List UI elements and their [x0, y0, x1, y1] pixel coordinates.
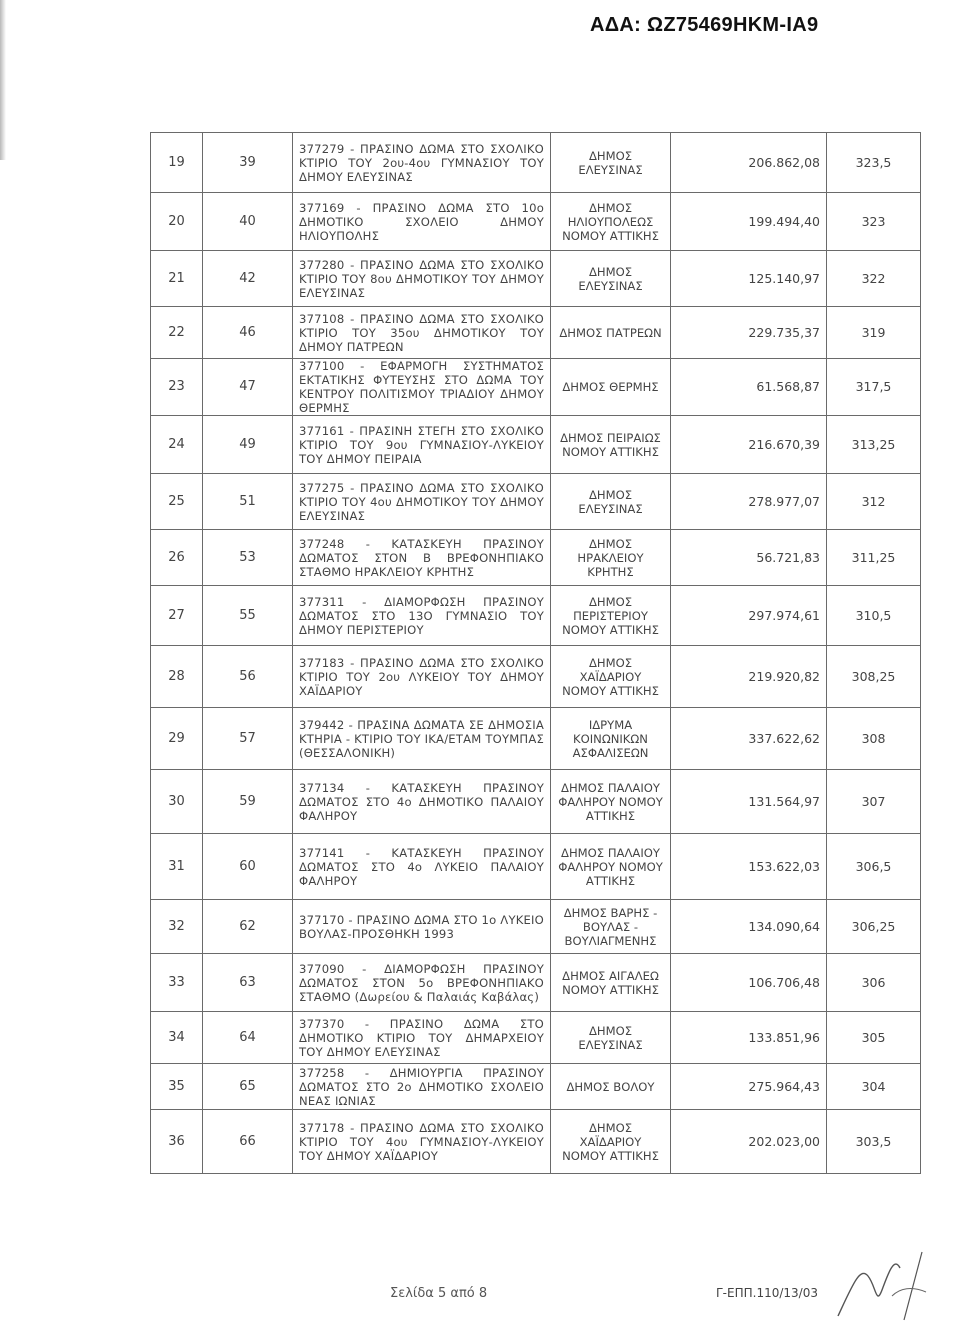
row-aa: 27 — [151, 586, 203, 646]
budget-amount: 337.622,62 — [671, 708, 827, 770]
score: 310,5 — [827, 586, 921, 646]
table-row — [151, 416, 921, 474]
beneficiary: ΔΗΜΟΣ ΒΟΛΟΥ — [551, 1064, 671, 1110]
project-description: 377279 - ΠΡΑΣΙΝΟ ΔΩΜΑ ΣΤΟ ΣΧΟΛΙΚΟ ΚΤΙΡΙΟ ΤΟΥ 2ου-4ου ΓΥΜΝΑΣΙΟΥ ΤΟΥ ΔΗΜΟΥ ΕΛΕΥΣΙΝΑΣ — [293, 133, 551, 193]
row-number: 64 — [203, 1012, 293, 1064]
table-row — [151, 133, 921, 193]
score: 306 — [827, 954, 921, 1012]
row-number: 47 — [203, 359, 293, 416]
row-number: 53 — [203, 530, 293, 586]
beneficiary: ΔΗΜΟΣ ΠΕΙΡΑΙΩΣ ΝΟΜΟΥ ΑΤΤΙΚΗΣ — [551, 416, 671, 474]
row-aa: 28 — [151, 646, 203, 708]
beneficiary: ΔΗΜΟΣ ΠΑΤΡΕΩΝ — [551, 307, 671, 359]
table-row — [151, 834, 921, 900]
row-number: 66 — [203, 1110, 293, 1174]
score: 323,5 — [827, 133, 921, 193]
score: 305 — [827, 1012, 921, 1064]
table-row — [151, 359, 921, 416]
scan-edge — [0, 0, 6, 160]
budget-amount: 202.023,00 — [671, 1110, 827, 1174]
project-description: 377275 - ΠΡΑΣΙΝΟ ΔΩΜΑ ΣΤΟ ΣΧΟΛΙΚΟ ΚΤΙΡΙΟ ΤΟΥ 4ου ΔΗΜΟΤΙΚΟΥ ΤΟΥ ΔΗΜΟΥ ΕΛΕΥΣΙΝΑΣ — [293, 474, 551, 530]
project-description: 377248 - ΚΑΤΑΣΚΕΥΗ ΠΡΑΣΙΝΟΥ ΔΩΜΑΤΟΣ ΣΤΟΝ Β ΒΡΕΦΟΝΗΠΙΑΚΟ ΣΤΑΘΜΟ ΗΡΑΚΛΕΙΟΥ ΚΡΗΤΗΣ — [293, 530, 551, 586]
score: 317,5 — [827, 359, 921, 416]
row-number: 51 — [203, 474, 293, 530]
budget-amount: 229.735,37 — [671, 307, 827, 359]
budget-amount: 275.964,43 — [671, 1064, 827, 1110]
row-number: 59 — [203, 770, 293, 834]
beneficiary: ΔΗΜΟΣ ΕΛΕΥΣΙΝΑΣ — [551, 133, 671, 193]
budget-amount: 199.494,40 — [671, 193, 827, 251]
beneficiary: ΔΗΜΟΣ ΕΛΕΥΣΙΝΑΣ — [551, 1012, 671, 1064]
score: 308,25 — [827, 646, 921, 708]
row-aa: 26 — [151, 530, 203, 586]
budget-amount: 61.568,87 — [671, 359, 827, 416]
row-aa: 34 — [151, 1012, 203, 1064]
beneficiary: ΔΗΜΟΣ ΗΡΑΚΛΕΙΟΥ ΚΡΗΤΗΣ — [551, 530, 671, 586]
row-aa: 20 — [151, 193, 203, 251]
table-row — [151, 708, 921, 770]
project-description: 377170 - ΠΡΑΣΙΝΟ ΔΩΜΑ ΣΤΟ 1ο ΛΥΚΕΙΟ ΒΟΥΛΑΣ-ΠΡΟΣΘΗΚΗ 1993 — [293, 900, 551, 954]
table-row — [151, 646, 921, 708]
row-aa: 31 — [151, 834, 203, 900]
score: 304 — [827, 1064, 921, 1110]
budget-amount: 56.721,83 — [671, 530, 827, 586]
table-row — [151, 954, 921, 1012]
project-description: 377311 - ΔΙΑΜΟΡΦΩΣΗ ΠΡΑΣΙΝΟΥ ΔΩΜΑΤΟΣ ΣΤΟ 13Ο ΓΥΜΝΑΣΙΟ ΤΟΥ ΔΗΜΟΥ ΠΕΡΙΣΤΕΡΙΟΥ — [293, 586, 551, 646]
row-aa: 33 — [151, 954, 203, 1012]
project-description: 377183 - ΠΡΑΣΙΝΟ ΔΩΜΑ ΣΤΟ ΣΧΟΛΙΚΟ ΚΤΙΡΙΟ ΤΟΥ 2ου ΛΥΚΕΙΟΥ ΤΟΥ ΔΗΜΟΥ ΧΑΪΔΑΡΙΟΥ — [293, 646, 551, 708]
project-description: 377100 - ΕΦΑΡΜΟΓΗ ΣΥΣΤΗΜΑΤΟΣ ΕΚΤΑΤΙΚΗΣ ΦΥΤΕΥΣΗΣ ΣΤΟ ΔΩΜΑ ΤΟΥ ΚΕΝΤΡΟΥ ΠΟΛΙΤΙΣΜΟΥ ΤΡΙΑΔΙΟΥ ΔΗΜΟΥ ΘΕΡΜΗΣ — [293, 359, 551, 416]
row-number: 56 — [203, 646, 293, 708]
beneficiary: ΔΗΜΟΣ ΘΕΡΜΗΣ — [551, 359, 671, 416]
project-description: 379442 - ΠΡΑΣΙΝΑ ΔΩΜΑΤΑ ΣΕ ΔΗΜΟΣΙΑ ΚΤΗΡΙΑ - ΚΤΙΡΙΟ ΤΟΥ ΙΚΑ/ΕΤΑΜ ΤΟΥΜΠΑΣ (ΘΕΣΣΑΛΟΝΙΚΗ) — [293, 708, 551, 770]
table-row — [151, 900, 921, 954]
row-aa: 30 — [151, 770, 203, 834]
row-number: 49 — [203, 416, 293, 474]
beneficiary: ΔΗΜΟΣ ΠΑΛΑΙΟΥ ΦΑΛΗΡΟΥ ΝΟΜΟΥ ΑΤΤΙΚΗΣ — [551, 770, 671, 834]
score: 306,25 — [827, 900, 921, 954]
beneficiary: ΙΔΡΥΜΑ ΚΟΙΝΩΝΙΚΩΝ ΑΣΦΑΛΙΣΕΩΝ — [551, 708, 671, 770]
score: 308 — [827, 708, 921, 770]
beneficiary: ΔΗΜΟΣ ΧΑΪΔΑΡΙΟΥ ΝΟΜΟΥ ΑΤΤΙΚΗΣ — [551, 1110, 671, 1174]
document-code: Γ-ΕΠΠ.110/13/03 — [716, 1286, 818, 1300]
row-aa: 29 — [151, 708, 203, 770]
table-row — [151, 1064, 921, 1110]
table-row — [151, 586, 921, 646]
page-number: Σελίδα 5 από 8 — [390, 1286, 488, 1301]
table-row — [151, 474, 921, 530]
row-aa: 25 — [151, 474, 203, 530]
score: 319 — [827, 307, 921, 359]
row-aa: 21 — [151, 251, 203, 307]
row-number: 62 — [203, 900, 293, 954]
projects-table — [150, 132, 921, 1174]
beneficiary: ΔΗΜΟΣ ΒΑΡΗΣ - ΒΟΥΛΑΣ - ΒΟΥΛΙΑΓΜΕΝΗΣ — [551, 900, 671, 954]
ada-code: ΑΔΑ: ΩΖ75469ΗΚΜ-ΙΑ9 — [590, 14, 819, 36]
row-number: 57 — [203, 708, 293, 770]
row-aa: 35 — [151, 1064, 203, 1110]
budget-amount: 134.090,64 — [671, 900, 827, 954]
table-row — [151, 307, 921, 359]
project-description: 377090 - ΔΙΑΜΟΡΦΩΣΗ ΠΡΑΣΙΝΟΥ ΔΩΜΑΤΟΣ ΣΤΟΝ 5ο ΒΡΕΦΟΝΗΠΙΑΚΟ ΣΤΑΘΜΟ (Δωρείου & Παλαιάς Καβάλας) — [293, 954, 551, 1012]
budget-amount: 206.862,08 — [671, 133, 827, 193]
row-aa: 19 — [151, 133, 203, 193]
table-row — [151, 530, 921, 586]
beneficiary: ΔΗΜΟΣ ΠΑΛΑΙΟΥ ΦΑΛΗΡΟΥ ΝΟΜΟΥ ΑΤΤΙΚΗΣ — [551, 834, 671, 900]
row-number: 63 — [203, 954, 293, 1012]
beneficiary: ΔΗΜΟΣ ΑΙΓΑΛΕΩ ΝΟΜΟΥ ΑΤΤΙΚΗΣ — [551, 954, 671, 1012]
beneficiary: ΔΗΜΟΣ ΗΛΙΟΥΠΟΛΕΩΣ ΝΟΜΟΥ ΑΤΤΙΚΗΣ — [551, 193, 671, 251]
score: 306,5 — [827, 834, 921, 900]
project-description: 377258 - ΔΗΜΙΟΥΡΓΙΑ ΠΡΑΣΙΝΟΥ ΔΩΜΑΤΟΣ ΣΤΟ 2ο ΔΗΜΟΤΙΚΟ ΣΧΟΛΕΙΟ ΝΕΑΣ ΙΩΝΙΑΣ — [293, 1064, 551, 1110]
budget-amount: 133.851,96 — [671, 1012, 827, 1064]
table-row — [151, 1012, 921, 1064]
project-description: 377169 - ΠΡΑΣΙΝΟ ΔΩΜΑ ΣΤΟ 10ο ΔΗΜΟΤΙΚΟ ΣΧΟΛΕΙΟ ΔΗΜΟΥ ΗΛΙΟΥΠΟΛΗΣ — [293, 193, 551, 251]
budget-amount: 125.140,97 — [671, 251, 827, 307]
score: 313,25 — [827, 416, 921, 474]
score: 307 — [827, 770, 921, 834]
row-number: 55 — [203, 586, 293, 646]
budget-amount: 278.977,07 — [671, 474, 827, 530]
beneficiary: ΔΗΜΟΣ ΕΛΕΥΣΙΝΑΣ — [551, 474, 671, 530]
row-number: 46 — [203, 307, 293, 359]
row-aa: 22 — [151, 307, 203, 359]
beneficiary: ΔΗΜΟΣ ΕΛΕΥΣΙΝΑΣ — [551, 251, 671, 307]
table-row — [151, 193, 921, 251]
row-number: 42 — [203, 251, 293, 307]
project-description: 377141 - ΚΑΤΑΣΚΕΥΗ ΠΡΑΣΙΝΟΥ ΔΩΜΑΤΟΣ ΣΤΟ 4ο ΛΥΚΕΙΟ ΠΑΛΑΙΟΥ ΦΑΛΗΡΟΥ — [293, 834, 551, 900]
budget-amount: 216.670,39 — [671, 416, 827, 474]
budget-amount: 131.564,97 — [671, 770, 827, 834]
budget-amount: 153.622,03 — [671, 834, 827, 900]
row-number: 39 — [203, 133, 293, 193]
row-number: 60 — [203, 834, 293, 900]
budget-amount: 106.706,48 — [671, 954, 827, 1012]
signature-mark — [830, 1246, 930, 1326]
score: 323 — [827, 193, 921, 251]
project-description: 377161 - ΠΡΑΣΙΝΗ ΣΤΕΓΗ ΣΤΟ ΣΧΟΛΙΚΟ ΚΤΙΡΙΟ ΤΟΥ 9ου ΓΥΜΝΑΣΙΟΥ-ΛΥΚΕΙΟΥ ΤΟΥ ΔΗΜΟΥ ΠΕΙΡΑΙΑ — [293, 416, 551, 474]
table-row — [151, 770, 921, 834]
project-description: 377108 - ΠΡΑΣΙΝΟ ΔΩΜΑ ΣΤΟ ΣΧΟΛΙΚΟ ΚΤΙΡΙΟ ΤΟΥ 35ου ΔΗΜΟΤΙΚΟΥ ΤΟΥ ΔΗΜΟΥ ΠΑΤΡΕΩΝ — [293, 307, 551, 359]
beneficiary: ΔΗΜΟΣ ΠΕΡΙΣΤΕΡΙΟΥ ΝΟΜΟΥ ΑΤΤΙΚΗΣ — [551, 586, 671, 646]
table-row — [151, 1110, 921, 1174]
score: 303,5 — [827, 1110, 921, 1174]
row-aa: 36 — [151, 1110, 203, 1174]
budget-amount: 297.974,61 — [671, 586, 827, 646]
row-aa: 32 — [151, 900, 203, 954]
table-row — [151, 251, 921, 307]
project-description: 377134 - ΚΑΤΑΣΚΕΥΗ ΠΡΑΣΙΝΟΥ ΔΩΜΑΤΟΣ ΣΤΟ 4ο ΔΗΜΟΤΙΚΟ ΠΑΛΑΙΟΥ ΦΑΛΗΡΟΥ — [293, 770, 551, 834]
row-number: 65 — [203, 1064, 293, 1110]
project-description: 377370 - ΠΡΑΣΙΝΟ ΔΩΜΑ ΣΤΟ ΔΗΜΟΤΙΚΟ ΚΤΙΡΙΟ ΤΟΥ ΔΗΜΑΡΧΕΙΟΥ ΤΟΥ ΔΗΜΟΥ ΕΛΕΥΣΙΝΑΣ — [293, 1012, 551, 1064]
score: 311,25 — [827, 530, 921, 586]
score: 322 — [827, 251, 921, 307]
score: 312 — [827, 474, 921, 530]
row-number: 40 — [203, 193, 293, 251]
row-aa: 23 — [151, 359, 203, 416]
row-aa: 24 — [151, 416, 203, 474]
budget-amount: 219.920,82 — [671, 646, 827, 708]
beneficiary: ΔΗΜΟΣ ΧΑΪΔΑΡΙΟΥ ΝΟΜΟΥ ΑΤΤΙΚΗΣ — [551, 646, 671, 708]
project-description: 377178 - ΠΡΑΣΙΝΟ ΔΩΜΑ ΣΤΟ ΣΧΟΛΙΚΟ ΚΤΙΡΙΟ ΤΟΥ 4ου ΓΥΜΝΑΣΙΟΥ-ΛΥΚΕΙΟΥ ΤΟΥ ΔΗΜΟΥ ΧΑΪΔΑΡΙΟΥ — [293, 1110, 551, 1174]
project-description: 377280 - ΠΡΑΣΙΝΟ ΔΩΜΑ ΣΤΟ ΣΧΟΛΙΚΟ ΚΤΙΡΙΟ ΤΟΥ 8ου ΔΗΜΟΤΙΚΟΥ ΤΟΥ ΔΗΜΟΥ ΕΛΕΥΣΙΝΑΣ — [293, 251, 551, 307]
